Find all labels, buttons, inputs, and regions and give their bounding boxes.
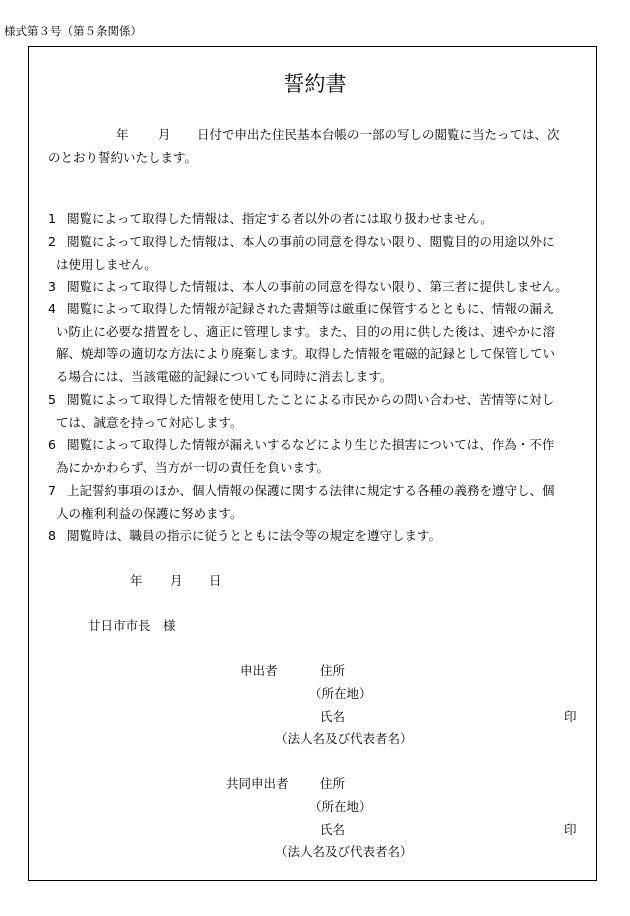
item-line: る場合には、当該電磁的記録についても同時に消去します。 [56,368,393,384]
item-number: 7 [48,483,56,498]
date-day: 日 [209,573,222,588]
item-line: 閲覧によって取得した情報は、本人の事前の同意を得ない限り、第三者に提供しません。 [67,279,568,294]
document-title: 誓約書 [283,72,347,96]
applicant-name-label: 氏名 [320,709,346,724]
item-number: 6 [48,437,56,452]
item-number: 8 [48,528,56,543]
item-line: ては、誠意を持って対応します。 [56,414,243,430]
intro-line2: のとおり誓約いたします。 [48,150,198,165]
item-number: 2 [48,234,56,249]
applicant-address-note: （所在地） [309,686,372,701]
date-month: 月 [170,573,183,588]
form-number-label: 様式第３号（第５条関係） [4,24,142,38]
item-line: 人の権利利益の保護に努めます。 [56,505,243,521]
co-applicant-address-label: 住所 [320,776,346,791]
addressee: 廿日市市長 様 [88,618,176,633]
item-line: い防止に必要な措置をし、適正に管理します。また、目的の用に供した後は、速やかに溶 [56,323,556,339]
co-applicant-seal-mark: 印 [564,822,577,837]
item-number: 1 [48,211,56,226]
item-line: 閲覧によって取得した情報を使用したことによる市民からの問い合わせ、苦情等に対し [67,392,555,407]
intro-year: 年 [116,127,129,142]
date-year: 年 [130,573,143,588]
item-line: 閲覧によって取得した情報は、指定する者以外の者には取り扱わせません。 [67,211,493,226]
item-line: 閲覧時は、職員の指示に従うとともに法令等の規定を遵守します。 [67,528,442,543]
pledge-item-8 [48,525,596,548]
intro-month: 月 [158,127,171,142]
item-line: 解、焼却等の適切な方法により廃棄します。取得した情報を電磁的記録として保管してい [56,346,556,361]
pledge-item-3 [48,276,596,299]
applicant-address-label: 住所 [320,663,346,678]
applicant-name-note: （法人名及び代表者名） [275,731,413,746]
item-number: 4 [48,301,56,316]
pledge-item-5 [48,389,596,434]
pledge-item-2 [48,231,596,276]
co-applicant-address-note: （所在地） [309,799,372,814]
pledge-item-7 [48,480,596,525]
pledge-item-6 [48,434,596,479]
pledge-item-4 [48,298,596,388]
co-applicant-role: 共同申出者 [226,776,289,791]
item-line: は使用しません。 [56,256,157,272]
intro-line1: 日付で申出た住民基本台帳の一部の写しの閲覧に当たっては、次 [197,127,560,142]
applicant-role: 申出者 [240,663,278,678]
item-line: 閲覧によって取得した情報が漏えいするなどにより生じた損害については、作為・不作 [67,437,555,452]
item-number: 3 [48,279,56,294]
item-line: 為にかかわらず、当方が一切の責任を負います。 [56,459,330,475]
co-applicant-name-note: （法人名及び代表者名） [275,844,413,859]
item-line: 閲覧によって取得した情報は、本人の事前の同意を得ない限り、閲覧目的の用途以外に [67,234,555,249]
co-applicant-name-label: 氏名 [320,822,346,837]
item-line: 閲覧によって取得した情報が記録された書類等は厳重に保管するとともに、情報の漏え [67,301,555,316]
applicant-seal-mark: 印 [564,709,577,724]
pledge-item-1 [48,208,596,231]
item-line: 上記誓約事項のほか、個人情報の保護に関する法律に規定する各種の義務を遵守し、個 [67,483,555,498]
item-number: 5 [48,392,56,407]
